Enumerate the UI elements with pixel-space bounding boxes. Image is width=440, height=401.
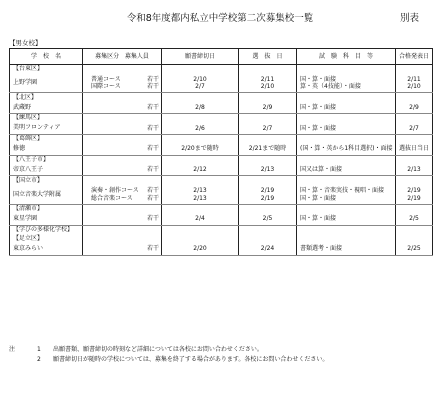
category-quota-cell	[83, 102, 162, 114]
category-quota-wrap	[83, 145, 161, 153]
category-quota-wrap	[83, 215, 161, 223]
empty-cell	[83, 93, 162, 102]
exam-date: 2/21まで随時	[248, 145, 287, 153]
exam-subjects: 書類選考・面接	[300, 245, 343, 253]
empty-cell	[297, 155, 396, 164]
deadline-date-cell	[162, 144, 239, 156]
announce-date: 2/19	[407, 194, 421, 202]
exam-date-cell	[239, 74, 297, 93]
table-row	[10, 244, 433, 256]
table-row	[10, 185, 433, 204]
quota-list	[147, 245, 161, 253]
empty-cell	[297, 204, 396, 213]
school-name: 国立音楽大学附属	[10, 185, 83, 204]
recruitment-table	[9, 48, 433, 256]
exam-date-cell	[239, 123, 297, 135]
exam-subjects-cell	[297, 144, 396, 156]
announce-date: 2/9	[409, 103, 419, 111]
empty-cell	[297, 65, 396, 74]
announce-date-cell	[396, 144, 433, 156]
deadline-date-cell	[162, 74, 239, 93]
announce-date: 2/19	[407, 187, 421, 195]
region-row	[10, 134, 433, 143]
note-item	[37, 355, 328, 364]
exam-date: 2/7	[262, 124, 273, 132]
exam-date: 2/19	[260, 187, 275, 195]
table-header-row	[10, 49, 433, 65]
table-row	[10, 123, 433, 135]
quota-value: 若干	[146, 187, 159, 195]
exam-date: 2/19	[260, 194, 275, 202]
section-label: 【男女校】	[9, 39, 42, 47]
quota-list	[147, 187, 161, 202]
quota-value: 若干	[146, 75, 159, 83]
category-quota-wrap	[83, 245, 161, 253]
deadline-date-cell	[162, 102, 239, 114]
empty-cell	[396, 134, 433, 143]
exam-date-cell	[239, 214, 297, 226]
empty-cell	[162, 134, 239, 143]
region-label: 【練馬区】	[10, 114, 83, 123]
empty-cell	[396, 234, 433, 243]
exam-subjects-cell	[297, 244, 396, 256]
note-text: 出願書類、願書締切の時刻など詳細については各校にお問い合わせください。	[53, 346, 263, 353]
deadline-date: 2/10	[193, 75, 207, 83]
school-name: 東星学園	[10, 214, 83, 226]
empty-cell	[396, 114, 433, 123]
quota-value: 若干	[146, 194, 159, 202]
exam-subjects: 算・英（4技能）・面接	[300, 83, 361, 91]
empty-cell	[162, 225, 239, 234]
empty-cell	[239, 204, 297, 213]
deadline-date-cell	[162, 164, 239, 176]
col-announce: 合格発表日	[396, 49, 433, 65]
table-row	[10, 214, 433, 226]
empty-cell	[297, 114, 396, 123]
col-deadline: 願書締切日	[162, 49, 239, 65]
announce-date: 2/11	[407, 75, 421, 83]
exam-date-cell	[239, 164, 297, 176]
course-list	[83, 104, 147, 112]
table-row	[10, 164, 433, 176]
school-name: 東京みらい	[10, 244, 83, 256]
quota-list	[147, 145, 161, 153]
category-quota-wrap	[83, 166, 161, 174]
deadline-date: 2/20まで随時	[181, 145, 219, 153]
course-list	[83, 76, 147, 91]
quota-value: 若干	[146, 215, 159, 223]
region-row	[10, 225, 433, 234]
deadline-date: 2/13	[193, 187, 207, 195]
exam-subjects-cell	[297, 214, 396, 226]
empty-cell	[297, 134, 396, 143]
note-text: 願書締切日が随時の学校については、募集を終了する場合があります。各校にお問い合わせください。	[53, 356, 329, 363]
school-name: 美明フロンティア	[10, 123, 83, 135]
course-list	[83, 145, 147, 153]
announce-date-cell	[396, 123, 433, 135]
quota-value: 若干	[146, 166, 159, 174]
empty-cell	[297, 93, 396, 102]
notes-label: 注	[9, 346, 16, 353]
quota-list	[147, 166, 161, 174]
quota-list	[147, 125, 161, 133]
exam-date: 2/10	[260, 83, 275, 91]
empty-cell	[83, 225, 162, 234]
deadline-date: 2/4	[195, 215, 205, 223]
announce-date-cell	[396, 164, 433, 176]
exam-date-cell	[239, 244, 297, 256]
region-row	[10, 114, 433, 123]
quota-list	[147, 104, 161, 112]
quota-value: 若干	[146, 245, 159, 253]
empty-cell	[83, 176, 162, 185]
deadline-date: 2/12	[193, 166, 207, 174]
empty-cell	[396, 225, 433, 234]
empty-cell	[239, 114, 297, 123]
course-list	[83, 245, 147, 253]
exam-subjects: 国・算・面接	[300, 75, 337, 83]
empty-cell	[162, 65, 239, 74]
deadline-date: 2/6	[195, 124, 205, 132]
region-label: 【北区】	[10, 93, 83, 102]
col-quota: 募集人員	[124, 52, 149, 60]
announce-date: 2/7	[409, 124, 419, 132]
deadline-date: 2/7	[195, 83, 205, 91]
exam-date: 2/13	[260, 166, 275, 174]
exam-date-cell	[239, 102, 297, 114]
empty-cell	[396, 204, 433, 213]
deadline-date: 2/8	[195, 103, 205, 111]
announce-date: 2/25	[407, 245, 421, 253]
note-number: 2	[37, 356, 41, 363]
deadline-date-cell	[162, 185, 239, 204]
exam-subjects-cell	[297, 185, 396, 204]
region-label: 【葛飾区】	[10, 134, 83, 143]
category-quota-wrap	[83, 187, 161, 202]
region-label: 【清瀬市】	[10, 204, 83, 213]
exam-subjects-cell	[297, 74, 396, 93]
empty-cell	[239, 234, 297, 243]
empty-cell	[162, 204, 239, 213]
category-quota-cell	[83, 144, 162, 156]
school-name: 修徳	[10, 144, 83, 156]
region-label: 【足立区】	[10, 234, 83, 243]
empty-cell	[396, 155, 433, 164]
category-quota-wrap	[83, 76, 161, 91]
quota-value: 若干	[146, 103, 159, 111]
note-item	[37, 345, 263, 354]
quota-value: 若干	[146, 124, 159, 132]
deadline-date: 2/20	[193, 245, 207, 253]
school-name: 武蔵野	[10, 102, 83, 114]
exam-subjects: 国・算・面接	[300, 194, 337, 202]
announce-date-cell	[396, 185, 433, 204]
announce-date: 2/5	[409, 215, 419, 223]
empty-cell	[297, 234, 396, 243]
region-label: 【八王子市】	[10, 155, 83, 164]
region-label: 【学びの多様化学校】	[10, 225, 83, 234]
exam-subjects: 国・算・面接	[300, 103, 337, 111]
deadline-date-cell	[162, 244, 239, 256]
exam-subjects: 国又は算・面接	[300, 166, 343, 174]
exam-date: 2/5	[262, 215, 273, 223]
empty-cell	[239, 65, 297, 74]
note-number: 1	[37, 346, 41, 353]
deadline-date-cell	[162, 123, 239, 135]
col-category-quota	[83, 49, 162, 65]
region-label: 【台東区】	[10, 65, 83, 74]
exam-subjects: (国・算・英から1科目選択)・面接	[300, 145, 393, 153]
quota-value: 若干	[146, 83, 159, 91]
exam-date-cell	[239, 144, 297, 156]
category-quota-wrap	[83, 125, 161, 133]
course-list	[83, 187, 147, 202]
category-quota-wrap	[83, 104, 161, 112]
empty-cell	[83, 204, 162, 213]
empty-cell	[83, 65, 162, 74]
exam-subjects: 国・算・音楽実技・視唱・面接	[300, 187, 385, 195]
announce-date-cell	[396, 102, 433, 114]
page-title: 令和8年度都内私立中学校第二次募集校一覧	[126, 13, 314, 24]
table-row	[10, 144, 433, 156]
exam-subjects: 国・算・面接	[300, 124, 337, 132]
empty-cell	[239, 225, 297, 234]
region-label: 【国立市】	[10, 176, 83, 185]
empty-cell	[162, 176, 239, 185]
deadline-date-cell	[162, 214, 239, 226]
exam-date-cell	[239, 185, 297, 204]
category-quota-cell	[83, 214, 162, 226]
exam-subjects: 国・算・面接	[300, 215, 337, 223]
empty-cell	[162, 155, 239, 164]
announce-date: 2/10	[407, 83, 421, 91]
col-category: 募集区分	[95, 52, 120, 60]
course-list	[83, 125, 147, 133]
deadline-date: 2/13	[193, 194, 207, 202]
quota-list	[147, 215, 161, 223]
school-name: 帝京八王子	[10, 164, 83, 176]
region-row	[10, 155, 433, 164]
annex-label: 別表	[400, 13, 420, 24]
empty-cell	[396, 65, 433, 74]
course-name: 国際コース	[91, 83, 121, 91]
empty-cell	[396, 176, 433, 185]
empty-cell	[297, 225, 396, 234]
table-row	[10, 74, 433, 93]
col-school: 学 校 名	[10, 49, 83, 65]
category-quota-cell	[83, 164, 162, 176]
announce-date: 選抜日当日	[398, 145, 429, 153]
empty-cell	[162, 114, 239, 123]
empty-cell	[297, 176, 396, 185]
col-exam: 選 抜 日	[239, 49, 297, 65]
empty-cell	[239, 155, 297, 164]
course-name: 演奏・創作コース	[91, 187, 139, 195]
school-name: 上野学園	[10, 74, 83, 93]
exam-date: 2/24	[260, 245, 275, 253]
course-list	[83, 215, 147, 223]
quota-list	[147, 76, 161, 91]
region-row	[10, 65, 433, 74]
empty-cell	[83, 155, 162, 164]
empty-cell	[83, 234, 162, 243]
exam-date: 2/11	[260, 75, 275, 83]
course-name: 総合音楽コース	[91, 194, 133, 202]
exam-subjects-cell	[297, 102, 396, 114]
exam-subjects-cell	[297, 123, 396, 135]
category-quota-cell	[83, 244, 162, 256]
course-list	[83, 166, 147, 174]
region-row	[10, 204, 433, 213]
col-subjects: 試 験 科 目 等	[297, 49, 396, 65]
empty-cell	[83, 114, 162, 123]
region-row	[10, 93, 433, 102]
empty-cell	[396, 93, 433, 102]
announce-date-cell	[396, 214, 433, 226]
empty-cell	[162, 93, 239, 102]
announce-date: 2/13	[407, 166, 421, 174]
course-name: 普通コース	[91, 75, 121, 83]
region-row	[10, 234, 433, 243]
empty-cell	[83, 134, 162, 143]
empty-cell	[239, 176, 297, 185]
exam-date: 2/9	[262, 103, 273, 111]
region-row	[10, 176, 433, 185]
category-quota-cell	[83, 185, 162, 204]
announce-date-cell	[396, 74, 433, 93]
table-row	[10, 102, 433, 114]
announce-date-cell	[396, 244, 433, 256]
empty-cell	[239, 134, 297, 143]
category-quota-cell	[83, 74, 162, 93]
quota-value: 若干	[146, 145, 159, 153]
empty-cell	[239, 93, 297, 102]
exam-subjects-cell	[297, 164, 396, 176]
category-quota-cell	[83, 123, 162, 135]
empty-cell	[162, 234, 239, 243]
